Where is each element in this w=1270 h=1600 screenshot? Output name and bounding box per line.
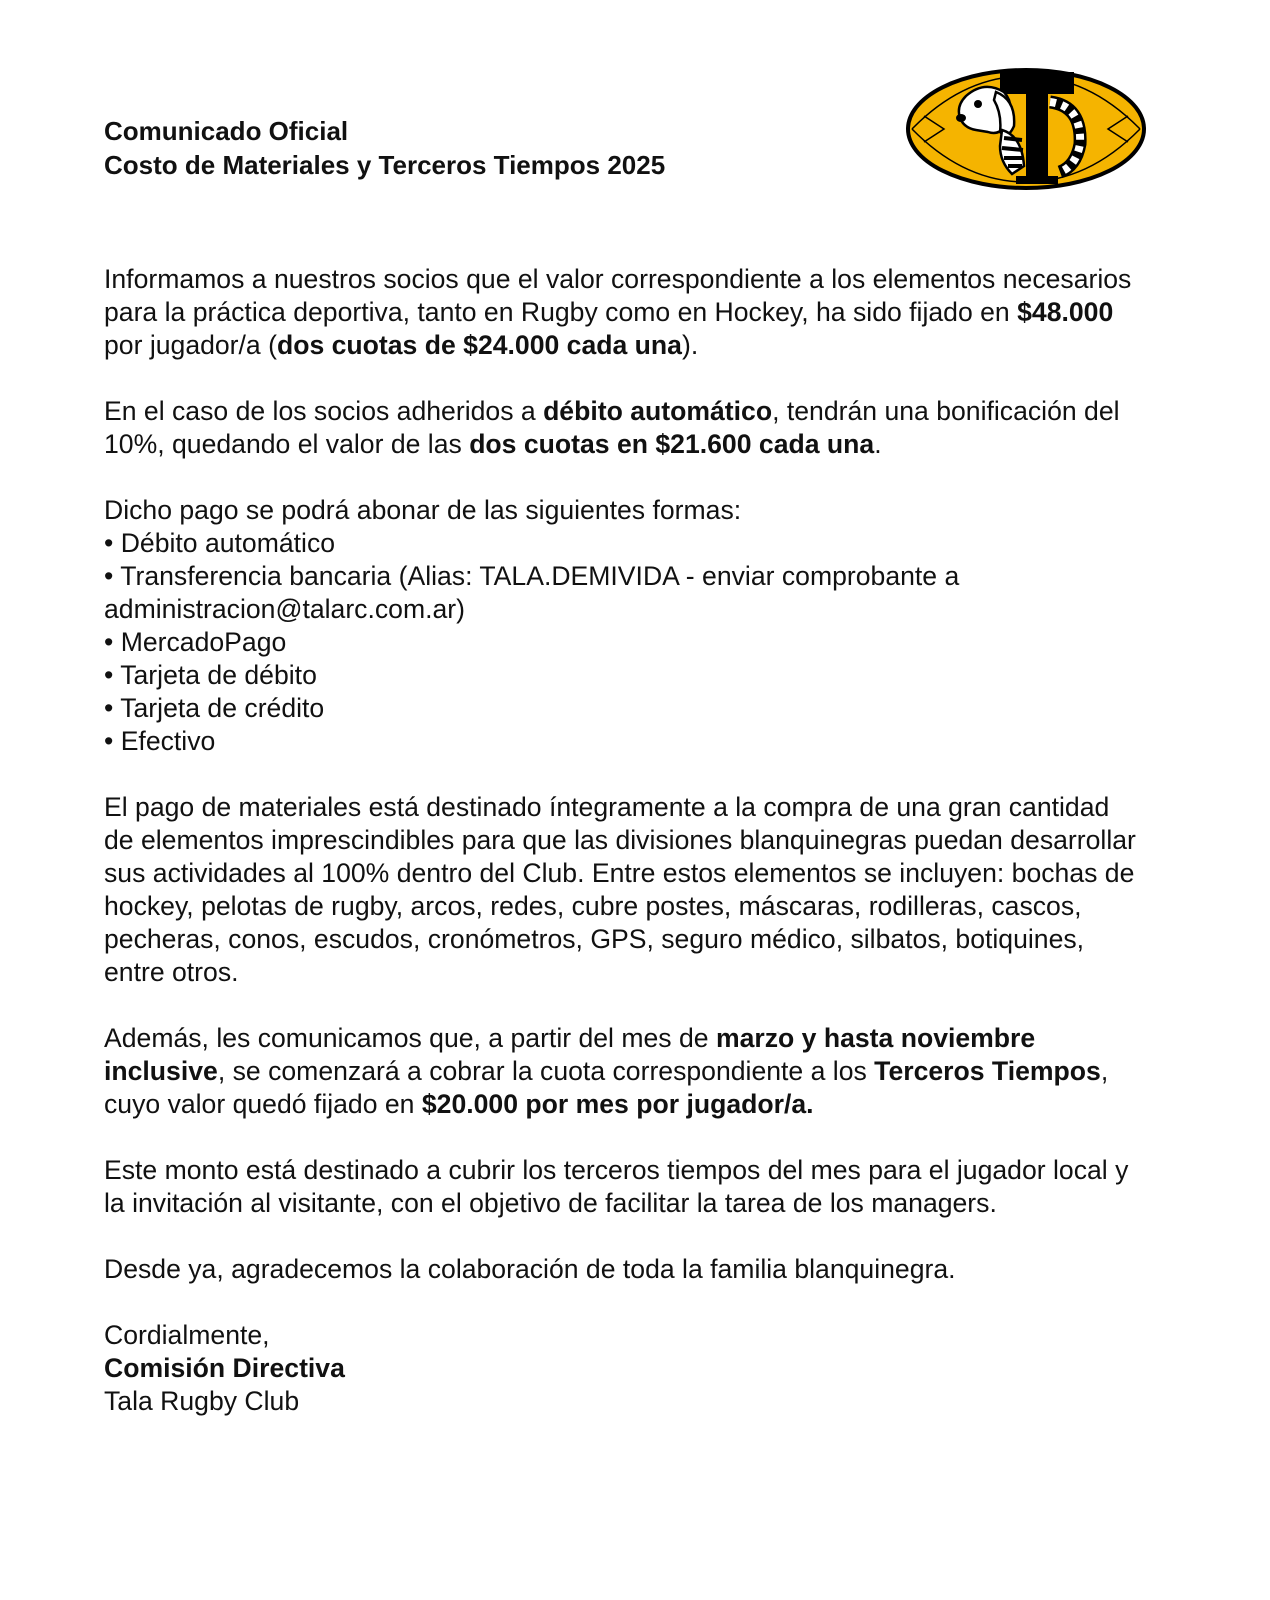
paragraph-auto-debit-discount: En el caso de los socios adheridos a débito automático, tendrán una bonificación del 10%, quedando el valor de las dos cuotas en $21.600 cada una. [104,396,1120,459]
payment-methods-list [104,527,1144,758]
list-item: • Transferencia bancaria (Alias: TALA.DEMIVIDA - enviar comprobante a administracion@talarc.com.ar) [104,561,960,624]
club-name: Tala Rugby Club [104,1386,300,1416]
paragraph-materials-purpose: El pago de materiales está destinado íntegramente a la compra de una gran cantidad de elementos imprescindibles para que las divisiones blanquinegras puedan desarrollar sus actividades al 100% dentro del Club. Entre estos elementos se incluyen: bochas de hockey, pelotas de rugby, arcos, redes, cubre postes, máscaras, rodilleras, cascos, pecheras, conos, escudos, cronómetros, GPS, seguro médico, silbatos, botiquines, entre otros. [104,792,1136,987]
paragraph-materials-cost: Informamos a nuestros socios que el valor correspondiente a los elementos necesarios para la práctica deportiva, tanto en Rugby como en Hockey, ha sido fijado en $48.000 por jugador/a (dos cuotas de $24.000 cada una). [104,264,1132,360]
list-item: • Efectivo [104,726,216,756]
list-item: • Tarjeta de débito [104,660,317,690]
list-item: • MercadoPago [104,627,287,657]
closing-text: Cordialmente, [104,1320,270,1350]
list-item: • Tarjeta de crédito [104,693,325,723]
paragraph-payment-intro: Dicho pago se podrá abonar de las siguientes formas: [104,495,742,525]
paragraph-third-halves-purpose: Este monto está destinado a cubrir los terceros tiempos del mes para el jugador local y la invitación al visitante, con el objetivo de facilitar la tarea de los managers. [104,1155,1129,1218]
paragraph-third-halves: Además, les comunicamos que, a partir del mes de marzo y hasta noviembre inclusive, se comenzará a cobrar la cuota correspondiente a los Terceros Tiempos, cuyo valor quedó fijado en $20.000 por mes por jugador/a. [104,1023,1109,1119]
list-item: • Débito automático [104,528,336,558]
committee-name: Comisión Directiva [104,1353,345,1383]
document-subtitle: Costo de Materiales y Terceros Tiempos 2025 [104,150,666,180]
paragraph-thanks: Desde ya, agradecemos la colaboración de toda la familia blanquinegra. [104,1254,956,1284]
document-body [104,114,1144,1418]
signature-block [104,1319,1144,1418]
document-title: Comunicado Oficial [104,116,349,146]
